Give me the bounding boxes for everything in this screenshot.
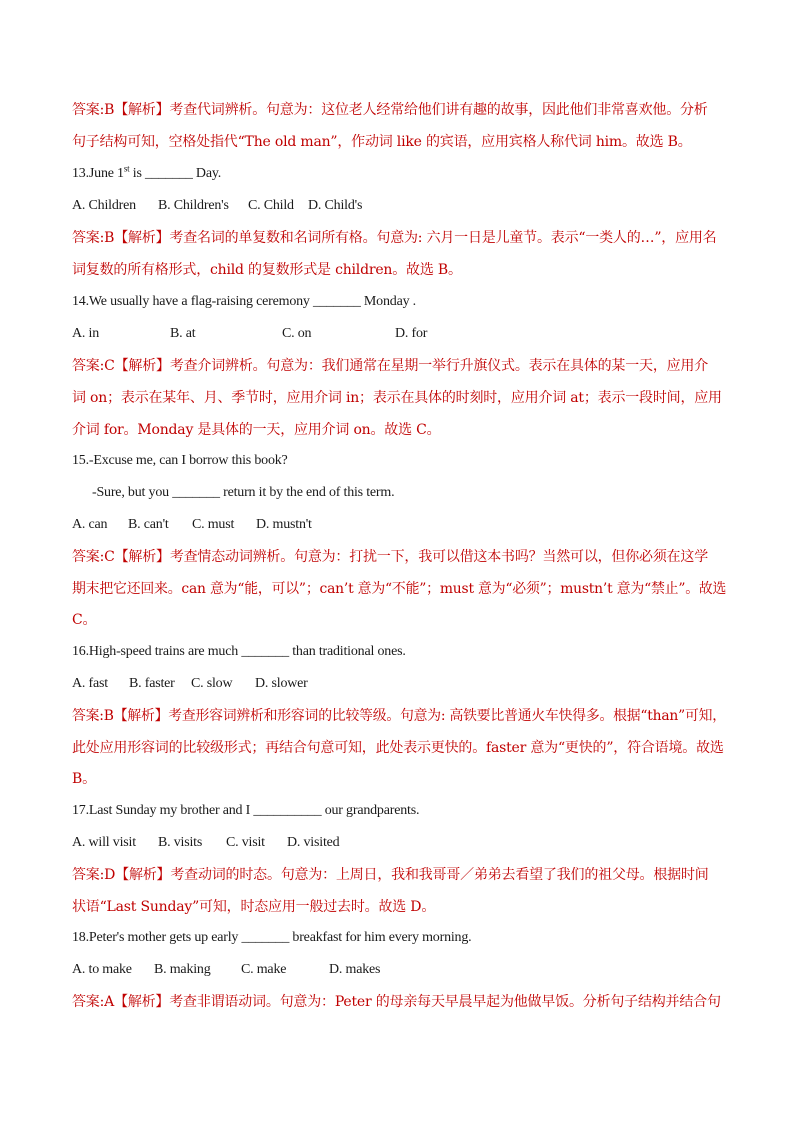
question-13: 13.June 1st is _______ Day. [72, 163, 222, 181]
answer-13-line-1: 答案:B【解析】考查名词的单复数和名词所有格。句意为: 六月一日是儿童节。表示“一类人的…”，应用名 [72, 230, 717, 246]
option: C. on [282, 326, 312, 341]
question-16: 16.High-speed trains are much _______ than traditional ones. [72, 644, 406, 659]
option: D. for [395, 326, 428, 341]
option: D. makes [329, 962, 381, 977]
options-16 [72, 675, 308, 693]
option: A. can [72, 517, 108, 532]
option: C. make [241, 962, 287, 977]
answer-15-line-3: C。 [72, 612, 97, 628]
answer-12-line-2: 句子结构可知，空格处指代“The old man”，作动词 like 的宾语，应用宾格人称代词 him。故选 B。 [72, 134, 692, 150]
answer-18-line-1: 答案:A【解析】考查非谓语动词。句意为：Peter 的母亲每天早晨早起为他做早饭。分析句子结构并结合句 [72, 994, 721, 1010]
option: A. fast [72, 676, 108, 691]
answer-15-line-2: 期末把它还回来。can 意为“能，可以”；can’t 意为“不能”；must 意为“必须”；mustn’t 意为“禁止”。故选 [72, 581, 727, 597]
question-17: 17.Last Sunday my brother and I __________ our grandparents. [72, 803, 420, 818]
question-18: 18.Peter's mother gets up early _______ breakfast for him every morning. [72, 930, 472, 945]
question-15-line-2: -Sure, but you _______ return it by the end of this term. [92, 485, 395, 500]
option: B. can't [128, 517, 169, 532]
option: A. Children [72, 198, 136, 213]
option: A. will visit [72, 835, 136, 850]
option: B. visits [158, 835, 203, 850]
option: B. at [170, 326, 196, 341]
option: A. to make [72, 962, 132, 977]
options-13 [72, 197, 362, 215]
question-14: 14.We usually have a flag-raising ceremony _______ Monday . [72, 294, 416, 309]
option: C. must [192, 517, 235, 532]
answer-16-line-2: 此处应用形容词的比较级形式；再结合句意可知，此处表示更快的。faster 意为“更快的”，符合语境。故选 [72, 740, 724, 756]
option: D. mustn't [256, 517, 312, 532]
answer-16-line-1: 答案:B【解析】考查形容词辨析和形容词的比较等级。句意为: 高铁要比普通火车快得多。根据“than”可知， [72, 708, 726, 724]
answer-17-line-2: 状语“Last Sunday”可知，时态应用一般过去时。故选 D。 [72, 899, 436, 915]
answer-12-line-1: 答案:B【解析】考查代词辨析。句意为：这位老人经常给他们讲有趣的故事，因此他们非常喜欢他。分析 [72, 102, 708, 118]
option: D. slower [255, 676, 308, 691]
options-17 [72, 834, 339, 852]
answer-14-line-1: 答案:C【解析】考查介词辨析。句意为：我们通常在星期一举行升旗仪式。表示在具体的某一天，应用介 [72, 358, 709, 374]
options-14 [72, 325, 427, 343]
option: C. visit [226, 835, 265, 850]
options-15 [72, 516, 312, 534]
option: B. faster [129, 676, 175, 691]
answer-14-line-3: 介词 for。Monday 是具体的一天，应用介词 on。故选 C。 [72, 422, 441, 438]
answer-17-line-1: 答案:D【解析】考查动词的时态。句意为：上周日，我和我哥哥／弟弟去看望了我们的祖父母。根据时间 [72, 867, 709, 883]
option: B. making [154, 962, 211, 977]
answer-16-line-3: B。 [72, 771, 96, 787]
option: A. in [72, 326, 100, 341]
answer-15-line-1: 答案:C【解析】考查情态动词辨析。句意为：打扰一下，我可以借这本书吗？当然可以，但你必须在这学 [72, 549, 709, 565]
option: C. slow [191, 676, 233, 691]
options-18 [72, 961, 380, 979]
question-15-line-1: 15.-Excuse me, can I borrow this book? [72, 453, 288, 468]
option: C. Child [248, 198, 294, 213]
answer-13-line-2: 词复数的所有格形式，child 的复数形式是 children。故选 B。 [72, 262, 462, 278]
option: D. Child's [308, 198, 363, 213]
option: D. visited [287, 835, 340, 850]
option: B. Children's [158, 198, 229, 213]
answer-14-line-2: 词 on；表示在某年、月、季节时，应用介词 in；表示在具体的时刻时，应用介词 at；表示一段时间，应用 [72, 390, 722, 406]
